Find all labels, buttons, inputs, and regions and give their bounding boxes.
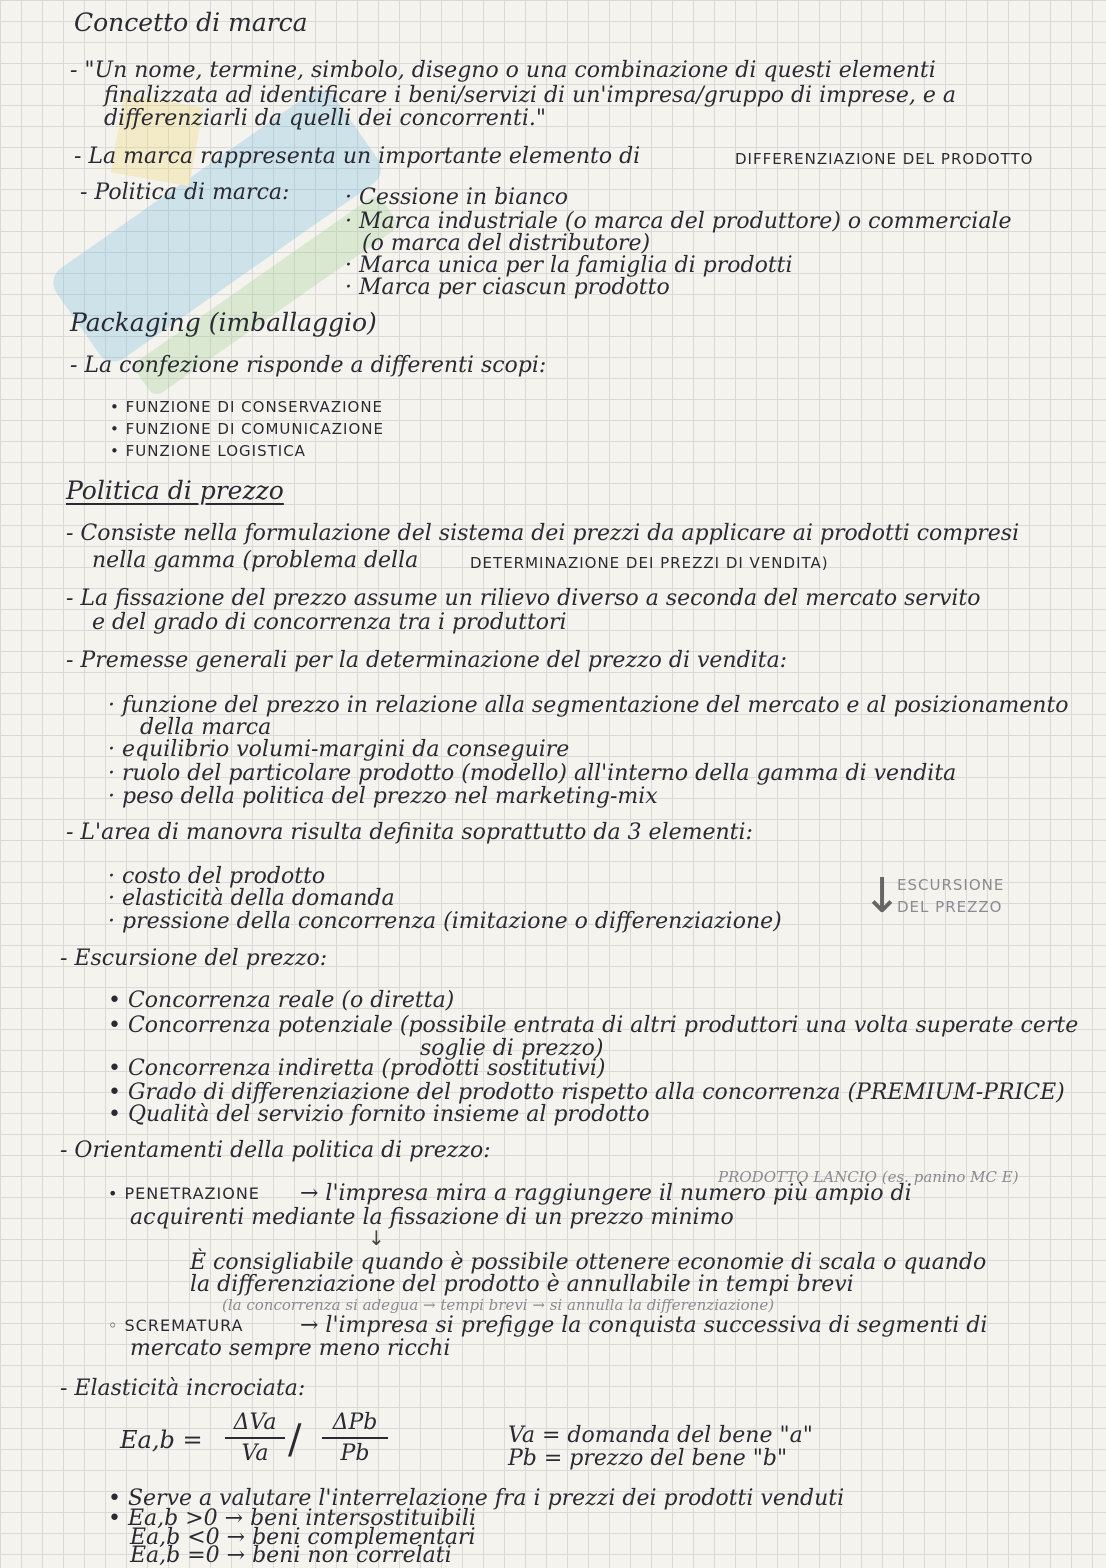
brand-policy-item: · Marca industriale (o marca del produttore) o commerciale [345,209,1012,234]
price-premesse-item: · peso della politica del prezzo nel marketing-mix [108,784,658,809]
price-premesse-item: · equilibrio volumi-margini da conseguire [108,737,570,762]
escursione-side-note: DEL PREZZO [897,898,1003,916]
price-fissazione-line-1: - La fissazione del prezzo assume un rilievo diverso a seconda del mercato servito [66,586,981,611]
price-escursione-item: • Grado di differenziazione del prodotto rispetto alla concorrenza (PREMIUM-PRICE) [108,1080,1065,1105]
packaging-intro: - La confezione risponde a differenti scopi: [70,353,547,378]
price-premesse-item: · ruolo del particolare prodotto (modello) all'interno della gamma di vendita [108,761,957,786]
penetrazione-text-2: acquirenti mediante la fissazione di un prezzo minimo [130,1205,734,1230]
packaging-heading: Packaging (imballaggio) [70,308,377,337]
price-area-item: · elasticità della domanda [108,886,395,911]
price-escursione-item: • Concorrenza potenziale (possibile entrata di altri produttori una volta superate certe [108,1013,1079,1038]
fraction-numerator: ΔVa [225,1410,285,1439]
elasticity-item: • Ea,b >0 → beni intersostituibili [108,1506,476,1531]
elasticity-fraction-volume [225,1410,285,1466]
fraction-denominator: Va [241,1441,269,1466]
faint-note-concorrenza: (la concorrenza si adegua → tempi brevi → si annulla la differenziazione) [222,1296,775,1314]
price-fissazione-line-2: e del grado di concorrenza tra i produttori [92,610,567,635]
scrematura-text-2: mercato sempre meno ricchi [130,1336,451,1361]
brand-definition-line-1: - "Un nome, termine, simbolo, disegno o una combinazione di questi elementi [70,58,936,83]
brand-policy-item: · Cessione in bianco [345,185,569,210]
packaging-function: • FUNZIONE DI COMUNICAZIONE [110,420,384,438]
brand-policy-item: (o marca del distributore) [362,231,651,256]
faint-note-prodotto-lancio: PRODOTTO LANCIO (es. panino MC E) [718,1168,1019,1186]
elasticity-item: • Serve a valutare l'interrelazione fra i prezzi dei prodotti venduti [108,1486,845,1511]
scrematura-text: → l'impresa si prefigge la conquista successiva di segmenti di [300,1313,988,1338]
brand-differentiation-caps: DIFFERENZIAZIONE DEL PRODOTTO [735,150,1034,168]
brand-heading: Concetto di marca [74,8,308,37]
price-escursione: - Escursione del prezzo: [60,946,328,971]
brand-definition-line-2: finalizzata ad identificare i beni/servizi di un'impresa/gruppo di imprese, e a [104,83,957,108]
price-area-item: · costo del prodotto [108,864,326,889]
price-escursione-item: soglie di prezzo) [420,1036,604,1061]
price-escursione-item: • Concorrenza reale (o diretta) [108,988,455,1013]
price-premesse-item: della marca [140,715,272,740]
price-escursione-item: • Concorrenza indiretta (prodotti sostitutivi) [108,1056,606,1081]
brand-differentiation-text: - La marca rappresenta un importante elemento di [74,144,641,169]
packaging-function: • FUNZIONE LOGISTICA [110,442,306,460]
elasticity-item: Ea,b =0 → beni non correlati [130,1543,452,1568]
price-consiste-caps: DETERMINAZIONE DEI PREZZI DI VENDITA) [470,554,829,572]
elasticity-formula-lhs: Ea,b = [120,1426,203,1454]
elasticity-fraction-price [322,1410,388,1466]
escursione-side-note: ESCURSIONE [897,876,1005,894]
fraction-denominator: Pb [340,1441,370,1466]
elasticity-item: Ea,b <0 → beni complementari [130,1525,476,1550]
penetrazione-label: • PENETRAZIONE [108,1184,260,1203]
price-premesse-item: · funzione del prezzo in relazione alla segmentazione del mercato e al posizionamento [108,693,1069,718]
price-consiste-line-2: nella gamma (problema della [92,548,419,573]
brand-policy-item: · Marca unica per la famiglia di prodotti [345,253,793,278]
brand-definition-line-3: differenziarli da quelli dei concorrenti." [104,106,546,131]
brand-policy-item: · Marca per ciascun prodotto [345,275,670,300]
price-consiste-line-1: - Consiste nella formulazione del sistema dei prezzi da applicare ai prodotti compresi [66,521,1020,546]
fraction-slash: / [288,1417,302,1463]
brand-policy-label: - Politica di marca: [80,180,290,205]
price-premesse: - Premesse generali per la determinazione del prezzo di vendita: [66,648,788,673]
packaging-function: • FUNZIONE DI CONSERVAZIONE [110,398,384,416]
elasticity-heading: - Elasticità incrociata: [60,1376,306,1401]
price-area-item: · pressione della concorrenza (imitazione o differenziazione) [108,909,782,934]
consigliabile-line-1: È consigliabile quando è possibile ottenere economie di scala o quando [190,1250,987,1275]
scrematura-label: ◦ SCREMATURA [108,1316,244,1335]
price-area: - L'area di manovra risulta definita soprattutto da 3 elementi: [66,820,753,845]
down-arrow-icon: ↓ [862,868,903,924]
price-heading: Politica di prezzo [66,476,284,505]
price-escursione-item: • Qualità del servizio fornito insieme al prodotto [108,1102,650,1127]
elasticity-def-va: Va = domanda del bene "a" [508,1423,813,1448]
consigliabile-line-2: la differenziazione del prodotto è annullabile in tempi brevi [190,1272,854,1297]
fraction-numerator: ΔPb [322,1410,388,1439]
elasticity-def-pb: Pb = prezzo del bene "b" [508,1446,788,1471]
penetrazione-text: → l'impresa mira a raggiungere il numero più ampio di [300,1181,912,1206]
price-orientamenti: - Orientamenti della politica di prezzo: [60,1138,491,1163]
down-arrow-icon: ↓ [368,1226,385,1250]
